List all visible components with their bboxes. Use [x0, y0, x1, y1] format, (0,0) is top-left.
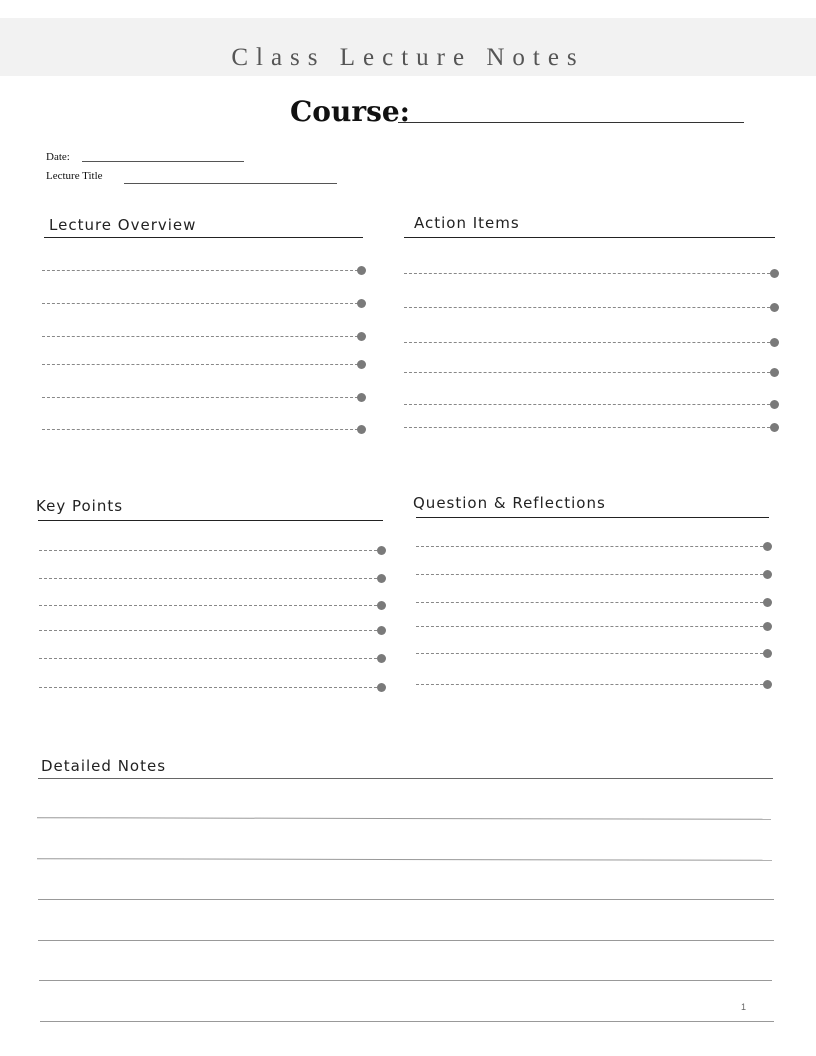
lecture-overview-line[interactable] [42, 270, 358, 271]
action-item-line[interactable] [404, 307, 770, 308]
action-item-line[interactable] [404, 427, 770, 428]
bullet-dot [763, 570, 772, 579]
bullet-dot [763, 598, 772, 607]
action-item-line[interactable] [404, 342, 770, 343]
notes-line[interactable] [39, 980, 772, 981]
bullet-dot [377, 683, 386, 692]
bullet-dot [357, 360, 366, 369]
bullet-dot [770, 303, 779, 312]
detailed-notes-title: Detailed Notes [41, 757, 167, 775]
question-line[interactable] [416, 653, 763, 654]
action-item-line[interactable] [404, 372, 770, 373]
course-input-line[interactable] [398, 122, 744, 123]
bullet-dot [763, 680, 772, 689]
bullet-dot [770, 269, 779, 278]
key-point-line[interactable] [39, 658, 377, 659]
bullet-dot [763, 622, 772, 631]
bullet-dot [763, 542, 772, 551]
lecture-overview-line[interactable] [42, 364, 358, 365]
action-items-rule [404, 237, 775, 238]
question-line[interactable] [416, 602, 763, 603]
bullet-dot [377, 654, 386, 663]
notes-line[interactable] [40, 1021, 774, 1022]
key-point-line[interactable] [39, 578, 377, 579]
bullet-dot [770, 400, 779, 409]
bullet-dot [763, 649, 772, 658]
notes-line[interactable] [38, 940, 774, 941]
bullet-dot [377, 546, 386, 555]
page-number: 1 [741, 1002, 747, 1012]
notes-line[interactable] [37, 817, 771, 820]
bullet-dot [357, 425, 366, 434]
key-points-rule [38, 520, 383, 521]
page-title: Class Lecture Notes [231, 44, 585, 71]
lecture-overview-title: Lecture Overview [49, 216, 197, 234]
question-reflections-rule [416, 517, 769, 518]
bullet-dot [377, 574, 386, 583]
key-point-line[interactable] [39, 630, 377, 631]
lecture-overview-line[interactable] [42, 429, 358, 430]
bullet-dot [357, 393, 366, 402]
bullet-dot [377, 601, 386, 610]
key-point-line[interactable] [39, 687, 377, 688]
question-line[interactable] [416, 684, 763, 685]
date-label: Date: [46, 151, 70, 163]
lecture-overview-line[interactable] [42, 303, 358, 304]
bullet-dot [770, 423, 779, 432]
question-line[interactable] [416, 546, 763, 547]
lecture-title-input-line[interactable] [124, 183, 337, 184]
action-items-title: Action Items [414, 214, 520, 232]
lecture-overview-line[interactable] [42, 336, 358, 337]
date-input-line[interactable] [82, 161, 244, 162]
question-line[interactable] [416, 574, 763, 575]
lecture-overview-line[interactable] [42, 397, 358, 398]
key-points-title: Key Points [36, 497, 124, 515]
bullet-dot [770, 368, 779, 377]
lecture-overview-rule [44, 237, 363, 238]
question-line[interactable] [416, 626, 763, 627]
notes-line[interactable] [38, 899, 774, 900]
action-item-line[interactable] [404, 273, 770, 274]
bullet-dot [377, 626, 386, 635]
bullet-dot [357, 299, 366, 308]
key-point-line[interactable] [39, 605, 377, 606]
bullet-dot [357, 332, 366, 341]
key-point-line[interactable] [39, 550, 377, 551]
question-reflections-title: Question & Reflections [413, 494, 606, 512]
bullet-dot [357, 266, 366, 275]
notes-line[interactable] [37, 858, 772, 861]
bullet-dot [770, 338, 779, 347]
action-item-line[interactable] [404, 404, 770, 405]
course-label: Course: [290, 95, 410, 128]
detailed-notes-rule [38, 778, 773, 779]
lecture-title-label: Lecture Title [46, 170, 103, 182]
